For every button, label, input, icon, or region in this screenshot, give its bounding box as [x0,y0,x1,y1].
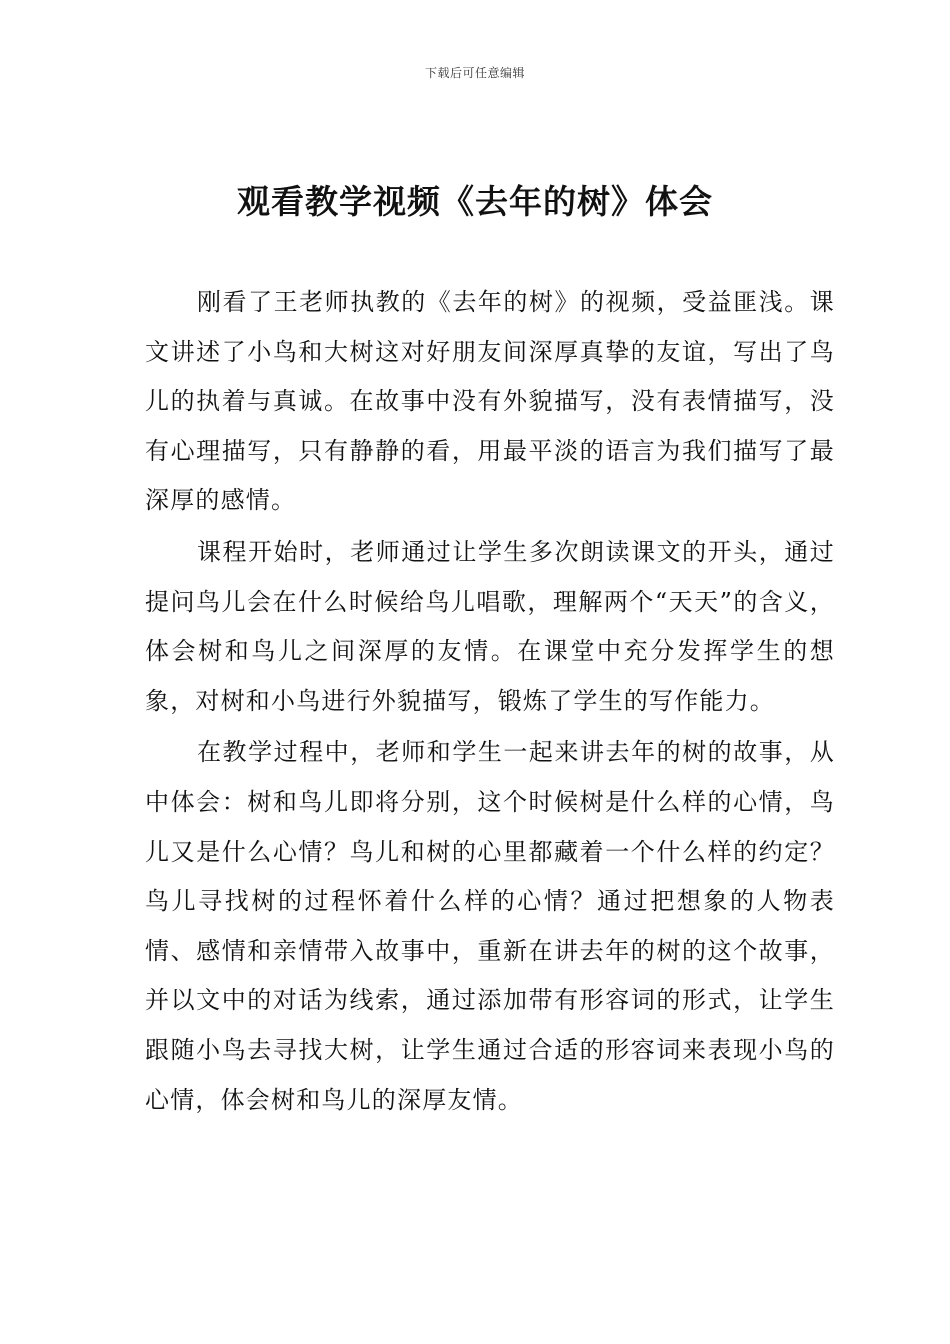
page-title: 观看教学视频《去年的树》体会 [237,182,713,221]
header-note: 下载后可任意编辑 [424,66,525,80]
paragraph-2: 课程开始时，老师通过让学生多次朗读课文的开头，通过提问鸟儿会在什么时候给鸟儿唱歌，理解两个“天天”的含义，体会树和鸟儿之间深厚的友情。在课堂中充分发挥学生的想象，对树和小鸟进行外貌描写，锻炼了学生的写作能力。 [145,537,835,715]
body-text [145,278,835,1127]
paragraph-1: 刚看了王老师执教的《去年的树》的视频，受益匪浅。课文讲述了小鸟和大树这对好朋友间深厚真挚的友谊，写出了鸟儿的执着与真诚。在故事中没有外貌描写，没有表情描写，没有心理描写，只有静静的看，用最平淡的语言为我们描写了最深厚的感情。 [145,288,835,515]
paragraph-3: 在教学过程中，老师和学生一起来讲去年的树的故事，从中体会：树和鸟儿即将分别，这个时候树是什么样的心情，鸟儿又是什么心情？鸟儿和树的心里都藏着一个什么样的约定？鸟儿寻找树的过程怀着什么样的心情？通过把想象的人物表情、感情和亲情带入故事中，重新在讲去年的树的这个故事，并以文中的对话为线索，通过添加带有形容词的形式，让学生跟随小鸟去寻找大树，让学生通过合适的形容词来表现小鸟的心情，体会树和鸟儿的深厚友情。 [145,738,835,1114]
